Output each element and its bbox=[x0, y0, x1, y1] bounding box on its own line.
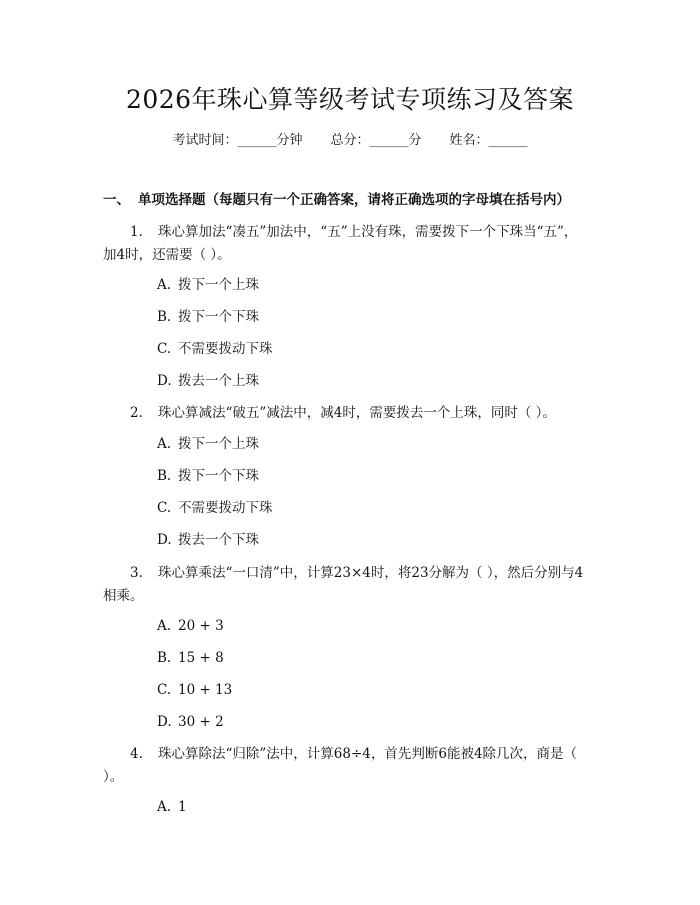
option-text: 1 bbox=[178, 799, 187, 815]
time-blank: ______ bbox=[237, 133, 277, 148]
question-number: 2. bbox=[130, 405, 143, 421]
section-heading bbox=[103, 190, 570, 210]
option-3d bbox=[157, 712, 224, 732]
option-letter: B. bbox=[157, 309, 172, 325]
option-text: 15 + 8 bbox=[178, 650, 224, 666]
option-text: 拨去一个上珠 bbox=[178, 373, 259, 389]
question-3 bbox=[103, 562, 590, 608]
option-text: 30 + 2 bbox=[178, 714, 224, 730]
option-3c bbox=[157, 680, 232, 700]
option-text: 拨下一个上珠 bbox=[178, 436, 259, 452]
question-text: 珠心算加法“凑五”加法中，“五”上没有珠，需要拨下一个下珠当“五”，加4时，还需要（ ）。 bbox=[103, 224, 578, 263]
option-text: 不需要拨动下珠 bbox=[178, 500, 273, 516]
option-text: 不需要拨动下珠 bbox=[178, 341, 273, 357]
question-text: 珠心算减法“破五”减法中，减4时，需要拨去一个上珠，同时（ ）。 bbox=[158, 405, 556, 421]
option-letter: C. bbox=[157, 341, 172, 357]
option-text: 拨下一个下珠 bbox=[178, 309, 259, 325]
question-text: 珠心算除法“归除”法中，计算68÷4，首先判断6能被4除几次，商是（ ）。 bbox=[103, 746, 578, 785]
question-2 bbox=[103, 402, 590, 425]
option-1a bbox=[157, 275, 259, 295]
option-letter: C. bbox=[157, 500, 172, 516]
option-letter: D. bbox=[157, 532, 172, 548]
option-2c bbox=[157, 498, 273, 518]
exam-info-row bbox=[0, 131, 700, 151]
time-label: 考试时间： bbox=[172, 133, 238, 148]
option-text: 拨去一个下珠 bbox=[178, 532, 259, 548]
option-letter: A. bbox=[157, 277, 172, 293]
question-text: 珠心算乘法“一口清”中，计算23×4时，将23分解为（ ），然后分别与4相乘。 bbox=[103, 565, 584, 604]
option-4a bbox=[157, 797, 187, 817]
question-4 bbox=[103, 743, 590, 789]
option-2a bbox=[157, 434, 259, 454]
question-1 bbox=[103, 221, 590, 267]
option-3b bbox=[157, 648, 224, 668]
question-number: 4. bbox=[130, 746, 143, 762]
score-unit: 分 bbox=[408, 133, 422, 148]
page-title: 2026年珠心算等级考试专项练习及答案 bbox=[125, 85, 575, 114]
option-text: 拨下一个上珠 bbox=[178, 277, 259, 293]
option-letter: A. bbox=[157, 618, 172, 634]
option-letter: A. bbox=[157, 799, 172, 815]
option-2d bbox=[157, 530, 259, 550]
option-1c bbox=[157, 339, 273, 359]
option-letter: A. bbox=[157, 436, 172, 452]
option-1d bbox=[157, 371, 259, 391]
option-letter: C. bbox=[157, 682, 172, 698]
option-text: 拨下一个下珠 bbox=[178, 468, 259, 484]
question-number: 3. bbox=[130, 565, 143, 581]
name-label: 姓名： bbox=[449, 133, 489, 148]
option-1b bbox=[157, 307, 259, 327]
score-label: 总分： bbox=[330, 133, 370, 148]
option-text: 20 + 3 bbox=[178, 618, 224, 634]
name-blank: ______ bbox=[488, 133, 528, 148]
option-letter: D. bbox=[157, 373, 172, 389]
option-letter: B. bbox=[157, 650, 172, 666]
option-letter: D. bbox=[157, 714, 172, 730]
time-unit: 分钟 bbox=[276, 133, 303, 148]
option-3a bbox=[157, 616, 224, 636]
score-blank: ______ bbox=[369, 133, 409, 148]
question-number: 1. bbox=[130, 224, 143, 240]
option-2b bbox=[157, 466, 259, 486]
section-title: 单项选择题（每题只有一个正确答案，请将正确选项的字母填在括号内） bbox=[138, 192, 570, 208]
section-number: 一、 bbox=[103, 192, 130, 208]
option-text: 10 + 13 bbox=[178, 682, 233, 698]
option-letter: B. bbox=[157, 468, 172, 484]
